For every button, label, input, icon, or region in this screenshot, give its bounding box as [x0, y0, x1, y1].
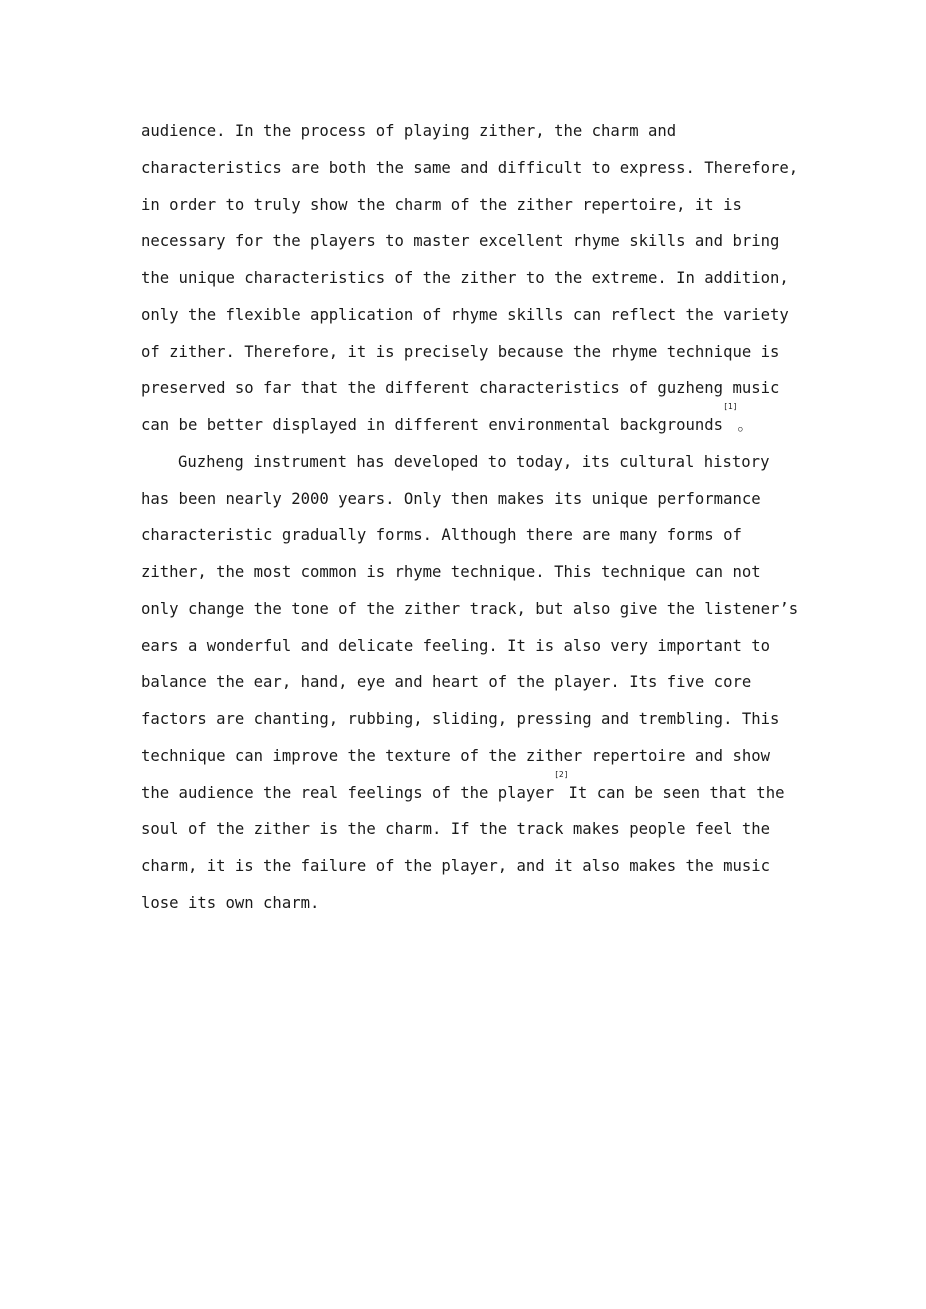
text-line: lose its own charm.	[141, 893, 320, 912]
text-line: ears a wonderful and delicate feeling. It is also very important to	[141, 636, 771, 655]
text-fragment: It can be seen that the	[568, 783, 785, 802]
text-line: balance the ear, hand, eye and heart of the player. Its five core	[141, 673, 752, 692]
text-line: charm, it is the failure of the player, and it also makes the music	[141, 857, 771, 875]
citation-2: [2]	[554, 769, 569, 779]
text-fragment: 。	[737, 416, 754, 434]
text-line: only change the tone of the zither track, but also give the listener’s	[141, 599, 799, 618]
text-line: in order to truly show the charm of the zither repertoire, it is	[141, 195, 742, 214]
text-line: technique can improve the texture of the zither repertoire and show	[141, 746, 771, 765]
text-fragment: can be better displayed in different environmental backgrounds	[141, 416, 724, 434]
text-fragment: the audience the real feelings of the player	[141, 783, 555, 802]
text-line: zither, the most common is rhyme technique. This technique can not	[141, 563, 761, 581]
text-line: the unique characteristics of the zither to the extreme. In addition,	[141, 269, 789, 287]
text-line: soul of the zither is the charm. If the track makes people feel the	[141, 820, 771, 839]
text-line: audience. In the process of playing zither, the charm and	[141, 122, 677, 140]
text-line-with-citation	[141, 402, 821, 444]
text-line: Guzheng instrument has developed to today, its cultural history	[178, 452, 770, 471]
text-line: necessary for the players to master excellent rhyme skills and bring	[141, 232, 780, 251]
body-text	[141, 113, 821, 922]
paragraph-2	[141, 444, 821, 922]
text-line: of zither. Therefore, it is precisely because the rhyme technique is	[141, 342, 780, 361]
text-line: only the flexible application of rhyme skills can reflect the variety	[141, 305, 789, 324]
text-line-with-citation	[141, 769, 821, 812]
text-line: characteristics are both the same and difficult to express. Therefore,	[141, 158, 799, 177]
text-line: preserved so far that the different characteristics of guzheng music	[141, 379, 780, 398]
text-line: characteristic gradually forms. Although there are many forms of	[141, 526, 742, 545]
text-line: has been nearly 2000 years. Only then makes its unique performance	[141, 489, 761, 508]
text-line: factors are chanting, rubbing, sliding, pressing and trembling. This	[141, 710, 780, 728]
paragraph-1	[141, 113, 821, 444]
citation-1: [1]	[723, 402, 738, 411]
